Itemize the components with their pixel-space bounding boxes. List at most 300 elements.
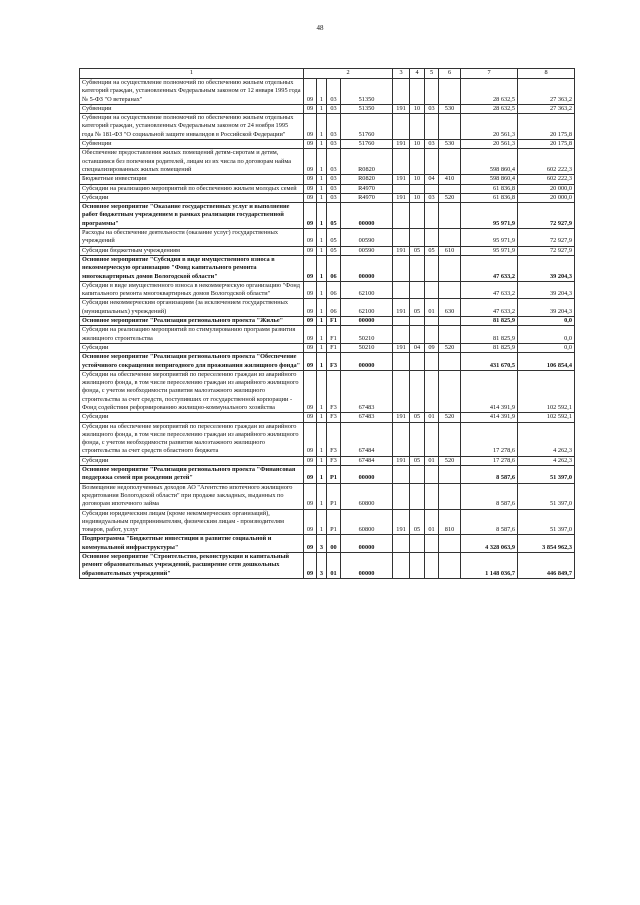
code-subsection: 09 bbox=[425, 343, 439, 352]
amount-year-1: 95 971,9 bbox=[461, 246, 518, 255]
code-expense-type bbox=[439, 203, 461, 229]
header-row bbox=[80, 69, 575, 79]
amount-year-1: 414 391,9 bbox=[461, 413, 518, 422]
amount-year-2: 51 397,0 bbox=[518, 466, 575, 484]
code-expense-type bbox=[439, 466, 461, 484]
code-department: 191 bbox=[393, 175, 410, 184]
code-program: 09 bbox=[304, 509, 317, 535]
code-subsection: 05 bbox=[425, 246, 439, 255]
amount-year-2: 39 204,3 bbox=[518, 299, 575, 317]
amount-year-2: 51 397,0 bbox=[518, 483, 575, 509]
code-program: 09 bbox=[304, 483, 317, 509]
code-department bbox=[393, 281, 410, 299]
code-section bbox=[410, 79, 425, 105]
code-expense-type: 610 bbox=[439, 246, 461, 255]
amount-year-2: 39 204,3 bbox=[518, 281, 575, 299]
code-program: 09 bbox=[304, 229, 317, 247]
amount-year-2: 0,0 bbox=[518, 343, 575, 352]
code-subsection: 01 bbox=[425, 456, 439, 465]
code-subprogram: 1 bbox=[317, 79, 327, 105]
code-section bbox=[410, 203, 425, 229]
code-department: 191 bbox=[393, 140, 410, 149]
amount-year-1: 28 632,5 bbox=[461, 104, 518, 113]
code-event: F3 bbox=[327, 413, 341, 422]
code-program: 09 bbox=[304, 193, 317, 202]
code-section: 10 bbox=[410, 104, 425, 113]
code-subprogram: 1 bbox=[317, 509, 327, 535]
code-subsection bbox=[425, 114, 439, 140]
code-program: 09 bbox=[304, 343, 317, 352]
code-event: 03 bbox=[327, 140, 341, 149]
amount-year-2: 72 927,9 bbox=[518, 229, 575, 247]
code-event: F1 bbox=[327, 343, 341, 352]
header-cell-8: 8 bbox=[518, 69, 575, 79]
amount-year-2: 72 927,9 bbox=[518, 203, 575, 229]
table-row bbox=[80, 175, 575, 184]
code-subsection bbox=[425, 535, 439, 553]
code-program: 09 bbox=[304, 370, 317, 412]
code-subprogram: 1 bbox=[317, 114, 327, 140]
code-subprogram: 1 bbox=[317, 422, 327, 456]
code-subsection: 04 bbox=[425, 175, 439, 184]
code-expense-type: 810 bbox=[439, 509, 461, 535]
table-row bbox=[80, 466, 575, 484]
row-name: Субсидии на реализацию мероприятий по стимулированию программ развития жилищного строительства bbox=[80, 326, 304, 344]
code-subsection bbox=[425, 281, 439, 299]
code-event: 03 bbox=[327, 149, 341, 175]
code-event: F3 bbox=[327, 353, 341, 371]
code-event: P1 bbox=[327, 509, 341, 535]
code-department bbox=[393, 422, 410, 456]
code-event: 01 bbox=[327, 553, 341, 579]
code-event: 05 bbox=[327, 229, 341, 247]
code-event: F3 bbox=[327, 370, 341, 412]
code-department bbox=[393, 79, 410, 105]
code-subsection: 01 bbox=[425, 413, 439, 422]
code-expense-type: 630 bbox=[439, 299, 461, 317]
code-direction: 00590 bbox=[341, 229, 393, 247]
header-cell-5: 5 bbox=[425, 69, 439, 79]
code-subsection: 01 bbox=[425, 299, 439, 317]
table-row bbox=[80, 317, 575, 326]
code-section: 05 bbox=[410, 246, 425, 255]
amount-year-2: 20 000,0 bbox=[518, 184, 575, 193]
code-program: 09 bbox=[304, 466, 317, 484]
code-program: 09 bbox=[304, 553, 317, 579]
code-expense-type: 520 bbox=[439, 343, 461, 352]
code-direction: 67483 bbox=[341, 370, 393, 412]
amount-year-2: 602 222,3 bbox=[518, 175, 575, 184]
row-name: Субсидии некоммерческим организациям (за исключением государственных (муниципальных) учреждений) bbox=[80, 299, 304, 317]
amount-year-1: 95 971,9 bbox=[461, 229, 518, 247]
page-number: 48 bbox=[316, 24, 324, 32]
code-department bbox=[393, 466, 410, 484]
code-expense-type: 530 bbox=[439, 104, 461, 113]
code-section: 05 bbox=[410, 299, 425, 317]
code-section: 10 bbox=[410, 140, 425, 149]
code-expense-type bbox=[439, 483, 461, 509]
amount-year-1: 20 561,3 bbox=[461, 140, 518, 149]
code-program: 09 bbox=[304, 104, 317, 113]
code-subsection bbox=[425, 317, 439, 326]
amount-year-1: 28 632,5 bbox=[461, 79, 518, 105]
table-row bbox=[80, 229, 575, 247]
amount-year-2: 0,0 bbox=[518, 317, 575, 326]
code-subsection: 03 bbox=[425, 140, 439, 149]
code-expense-type bbox=[439, 229, 461, 247]
row-name: Возмещение недополученных доходов АО "Агентство ипотечного жилищного кредитования Вологодской области" при продаже закладных, выданных по договорам ипотечного займа bbox=[80, 483, 304, 509]
code-subsection bbox=[425, 370, 439, 412]
code-program: 09 bbox=[304, 422, 317, 456]
code-program: 09 bbox=[304, 535, 317, 553]
code-subsection bbox=[425, 466, 439, 484]
code-subsection bbox=[425, 353, 439, 371]
code-program: 09 bbox=[304, 281, 317, 299]
code-direction: 50210 bbox=[341, 343, 393, 352]
row-name: Субсидии юридическим лицам (кроме некоммерческих организаций), индивидуальным предпринимателям, физическим лицам - производителям товаров, работ, услуг bbox=[80, 509, 304, 535]
code-subprogram: 1 bbox=[317, 326, 327, 344]
code-direction: 67483 bbox=[341, 413, 393, 422]
amount-year-1: 8 587,6 bbox=[461, 466, 518, 484]
table-row bbox=[80, 370, 575, 412]
amount-year-1: 95 971,9 bbox=[461, 203, 518, 229]
table-row bbox=[80, 553, 575, 579]
code-subprogram: 1 bbox=[317, 229, 327, 247]
code-expense-type bbox=[439, 317, 461, 326]
amount-year-1: 81 825,9 bbox=[461, 326, 518, 344]
code-department bbox=[393, 326, 410, 344]
code-expense-type bbox=[439, 79, 461, 105]
code-event: 03 bbox=[327, 175, 341, 184]
code-subsection bbox=[425, 326, 439, 344]
amount-year-1: 61 836,8 bbox=[461, 184, 518, 193]
code-direction: 00000 bbox=[341, 535, 393, 553]
code-department bbox=[393, 229, 410, 247]
table-row bbox=[80, 456, 575, 465]
amount-year-1: 414 391,9 bbox=[461, 370, 518, 412]
row-name: Субсидии на обеспечение мероприятий по переселению граждан из аварийного жилищного фонда, в том числе переселению граждан из аварийного жилищного фонда, с учетом необходимости развития малоэтажного жилищного строительства за счет средств, поступивших от государственной корпорации - Фонд содействия реформированию жилищно-коммунального хозяйства bbox=[80, 370, 304, 412]
amount-year-1: 17 278,6 bbox=[461, 456, 518, 465]
code-expense-type bbox=[439, 114, 461, 140]
row-name: Субсидии на обеспечение мероприятий по переселению граждан из аварийного жилищного фонда, в том числе переселению граждан из аварийного жилищного фонда, с учетом необходимости развития малоэтажного жилищного строительства за счет средств областного бюджета bbox=[80, 422, 304, 456]
header-cell-4: 4 bbox=[410, 69, 425, 79]
code-event: F3 bbox=[327, 456, 341, 465]
amount-year-2: 106 854,4 bbox=[518, 353, 575, 371]
row-name: Основное мероприятие "Реализация регионального проекта "Обеспечение устойчивого сокращения непригодного для проживания жилищного фонда" bbox=[80, 353, 304, 371]
row-name: Субсидии bbox=[80, 456, 304, 465]
table-row bbox=[80, 149, 575, 175]
table-row bbox=[80, 509, 575, 535]
code-direction: 00000 bbox=[341, 553, 393, 579]
amount-year-2: 3 854 962,3 bbox=[518, 535, 575, 553]
code-section bbox=[410, 229, 425, 247]
code-expense-type bbox=[439, 353, 461, 371]
table-row bbox=[80, 535, 575, 553]
table-row bbox=[80, 255, 575, 281]
code-section bbox=[410, 466, 425, 484]
amount-year-1: 81 825,9 bbox=[461, 317, 518, 326]
code-subprogram: 1 bbox=[317, 255, 327, 281]
code-program: 09 bbox=[304, 326, 317, 344]
code-subprogram: 1 bbox=[317, 353, 327, 371]
code-program: 09 bbox=[304, 203, 317, 229]
code-expense-type: 520 bbox=[439, 193, 461, 202]
amount-year-2: 20 175,8 bbox=[518, 114, 575, 140]
code-expense-type bbox=[439, 553, 461, 579]
code-event: 05 bbox=[327, 203, 341, 229]
table-row bbox=[80, 203, 575, 229]
table-body bbox=[80, 69, 575, 579]
code-event: 06 bbox=[327, 281, 341, 299]
code-subprogram: 1 bbox=[317, 281, 327, 299]
code-subsection bbox=[425, 149, 439, 175]
amount-year-2: 102 592,1 bbox=[518, 413, 575, 422]
code-program: 09 bbox=[304, 114, 317, 140]
code-subsection bbox=[425, 483, 439, 509]
code-event: P1 bbox=[327, 466, 341, 484]
code-direction: 00000 bbox=[341, 203, 393, 229]
code-direction: 51350 bbox=[341, 79, 393, 105]
code-section bbox=[410, 281, 425, 299]
code-program: 09 bbox=[304, 317, 317, 326]
code-direction: 60800 bbox=[341, 509, 393, 535]
table-row bbox=[80, 184, 575, 193]
code-program: 09 bbox=[304, 140, 317, 149]
code-direction: R4970 bbox=[341, 193, 393, 202]
code-section bbox=[410, 422, 425, 456]
code-event: 03 bbox=[327, 79, 341, 105]
amount-year-2: 20 175,8 bbox=[518, 140, 575, 149]
amount-year-2: 102 592,1 bbox=[518, 370, 575, 412]
row-name: Обеспечение предоставления жилых помещений детям-сиротам и детям, оставшимся без попечения родителей, лицам из их числа по договорам найма специализированных жилых помещений bbox=[80, 149, 304, 175]
table-row bbox=[80, 483, 575, 509]
code-expense-type bbox=[439, 255, 461, 281]
code-section bbox=[410, 255, 425, 281]
row-name: Субсидии на реализацию мероприятий по обеспечению жильем молодых семей bbox=[80, 184, 304, 193]
code-program: 09 bbox=[304, 246, 317, 255]
code-expense-type bbox=[439, 535, 461, 553]
row-name: Субвенции bbox=[80, 140, 304, 149]
header-cell-2: 2 bbox=[304, 69, 393, 79]
code-subprogram: 1 bbox=[317, 184, 327, 193]
code-subprogram: 1 bbox=[317, 317, 327, 326]
amount-year-1: 4 328 063,9 bbox=[461, 535, 518, 553]
code-section bbox=[410, 317, 425, 326]
code-event: 00 bbox=[327, 535, 341, 553]
row-name: Основное мероприятие "Реализация регионального проекта "Финансовая поддержка семей при рождении детей" bbox=[80, 466, 304, 484]
code-expense-type: 530 bbox=[439, 140, 461, 149]
code-department bbox=[393, 535, 410, 553]
amount-year-2: 51 397,0 bbox=[518, 509, 575, 535]
code-department: 191 bbox=[393, 193, 410, 202]
header-cell-3: 3 bbox=[393, 69, 410, 79]
code-direction: 62100 bbox=[341, 281, 393, 299]
table-row bbox=[80, 343, 575, 352]
code-subsection bbox=[425, 79, 439, 105]
code-subprogram: 1 bbox=[317, 203, 327, 229]
code-subprogram: 1 bbox=[317, 413, 327, 422]
code-expense-type: 410 bbox=[439, 175, 461, 184]
code-subprogram: 1 bbox=[317, 370, 327, 412]
code-direction: 00590 bbox=[341, 246, 393, 255]
code-section bbox=[410, 149, 425, 175]
table-row bbox=[80, 326, 575, 344]
code-section: 05 bbox=[410, 456, 425, 465]
code-department: 191 bbox=[393, 343, 410, 352]
code-program: 09 bbox=[304, 79, 317, 105]
header-cell-1: 1 bbox=[80, 69, 304, 79]
amount-year-1: 598 860,4 bbox=[461, 149, 518, 175]
row-name: Основное мероприятие "Оказание государственных услуг и выполнение работ бюджетным учреждением в рамках реализации государственной программы" bbox=[80, 203, 304, 229]
amount-year-1: 1 148 036,7 bbox=[461, 553, 518, 579]
code-direction: 62100 bbox=[341, 299, 393, 317]
code-event: 03 bbox=[327, 104, 341, 113]
code-subprogram: 1 bbox=[317, 193, 327, 202]
code-section bbox=[410, 114, 425, 140]
code-direction: R0820 bbox=[341, 175, 393, 184]
code-subprogram: 3 bbox=[317, 553, 327, 579]
code-subprogram: 1 bbox=[317, 246, 327, 255]
code-expense-type bbox=[439, 370, 461, 412]
code-subsection bbox=[425, 229, 439, 247]
code-direction: 51760 bbox=[341, 140, 393, 149]
code-section bbox=[410, 370, 425, 412]
amount-year-1: 8 587,6 bbox=[461, 483, 518, 509]
code-direction: 50210 bbox=[341, 326, 393, 344]
amount-year-1: 61 836,8 bbox=[461, 193, 518, 202]
amount-year-1: 8 587,6 bbox=[461, 509, 518, 535]
code-subsection bbox=[425, 255, 439, 281]
code-department bbox=[393, 114, 410, 140]
table-row bbox=[80, 104, 575, 113]
code-section bbox=[410, 184, 425, 193]
code-section: 10 bbox=[410, 175, 425, 184]
amount-year-1: 47 633,2 bbox=[461, 255, 518, 281]
table-row bbox=[80, 140, 575, 149]
row-name: Расходы на обеспечение деятельности (оказание услуг) государственных учреждений bbox=[80, 229, 304, 247]
amount-year-1: 431 670,5 bbox=[461, 353, 518, 371]
code-subprogram: 1 bbox=[317, 149, 327, 175]
amount-year-2: 27 363,2 bbox=[518, 79, 575, 105]
row-name: Основное мероприятие "Реализация регионального проекта "Жилье" bbox=[80, 317, 304, 326]
table-row bbox=[80, 299, 575, 317]
code-event: F1 bbox=[327, 317, 341, 326]
code-direction: 00000 bbox=[341, 353, 393, 371]
code-event: P1 bbox=[327, 483, 341, 509]
table-row bbox=[80, 79, 575, 105]
code-program: 09 bbox=[304, 456, 317, 465]
table-row bbox=[80, 353, 575, 371]
amount-year-1: 47 633,2 bbox=[461, 299, 518, 317]
row-name: Основное мероприятие "Строительство, реконструкция и капитальный ремонт образовательных учреждений, расширение сети дошкольных образовательных учреждений" bbox=[80, 553, 304, 579]
amount-year-2: 72 927,9 bbox=[518, 246, 575, 255]
code-section: 04 bbox=[410, 343, 425, 352]
code-program: 09 bbox=[304, 255, 317, 281]
code-event: F1 bbox=[327, 326, 341, 344]
code-subprogram: 3 bbox=[317, 535, 327, 553]
code-expense-type: 520 bbox=[439, 413, 461, 422]
table-row bbox=[80, 281, 575, 299]
code-program: 09 bbox=[304, 299, 317, 317]
code-department: 191 bbox=[393, 413, 410, 422]
code-event: 03 bbox=[327, 184, 341, 193]
row-name: Бюджетные инвестиции bbox=[80, 175, 304, 184]
amount-year-2: 20 000,0 bbox=[518, 193, 575, 202]
code-department bbox=[393, 353, 410, 371]
code-event: 05 bbox=[327, 246, 341, 255]
code-event: F3 bbox=[327, 422, 341, 456]
code-department: 191 bbox=[393, 509, 410, 535]
code-section: 05 bbox=[410, 413, 425, 422]
code-subsection bbox=[425, 422, 439, 456]
code-section bbox=[410, 326, 425, 344]
code-subsection: 03 bbox=[425, 193, 439, 202]
code-expense-type bbox=[439, 149, 461, 175]
code-section bbox=[410, 535, 425, 553]
code-section: 05 bbox=[410, 509, 425, 535]
code-subprogram: 1 bbox=[317, 175, 327, 184]
row-name: Субвенции bbox=[80, 104, 304, 113]
code-program: 09 bbox=[304, 175, 317, 184]
code-subsection: 03 bbox=[425, 104, 439, 113]
code-expense-type bbox=[439, 184, 461, 193]
code-direction: 67484 bbox=[341, 422, 393, 456]
amount-year-1: 20 561,3 bbox=[461, 114, 518, 140]
row-name: Субсидии bbox=[80, 343, 304, 352]
amount-year-2: 4 262,3 bbox=[518, 422, 575, 456]
code-direction: 67484 bbox=[341, 456, 393, 465]
amount-year-1: 47 633,2 bbox=[461, 281, 518, 299]
code-expense-type: 520 bbox=[439, 456, 461, 465]
code-section bbox=[410, 553, 425, 579]
amount-year-2: 0,0 bbox=[518, 326, 575, 344]
code-department bbox=[393, 370, 410, 412]
row-name: Подпрограмма "Бюджетные инвестиции в развитие социальной и коммунальной инфраструктуры" bbox=[80, 535, 304, 553]
amount-year-1: 81 825,9 bbox=[461, 343, 518, 352]
amount-year-2: 602 222,3 bbox=[518, 149, 575, 175]
code-department bbox=[393, 553, 410, 579]
code-subsection bbox=[425, 203, 439, 229]
code-department bbox=[393, 483, 410, 509]
code-subprogram: 1 bbox=[317, 483, 327, 509]
amount-year-2: 4 262,3 bbox=[518, 456, 575, 465]
code-subprogram: 1 bbox=[317, 466, 327, 484]
code-subprogram: 1 bbox=[317, 343, 327, 352]
amount-year-1: 598 860,4 bbox=[461, 175, 518, 184]
code-event: 06 bbox=[327, 255, 341, 281]
code-direction: 00000 bbox=[341, 255, 393, 281]
code-program: 09 bbox=[304, 353, 317, 371]
code-subprogram: 1 bbox=[317, 456, 327, 465]
code-event: 06 bbox=[327, 299, 341, 317]
code-section: 10 bbox=[410, 193, 425, 202]
code-subsection bbox=[425, 184, 439, 193]
code-direction: R0820 bbox=[341, 149, 393, 175]
code-subprogram: 1 bbox=[317, 299, 327, 317]
code-subsection: 01 bbox=[425, 509, 439, 535]
row-name: Субвенции на осуществление полномочий по обеспечению жильем отдельных категорий граждан, установленных Федеральным законом от 24 ноября 1995 года № 181-ФЗ "О социальной защите инвалидов в Российской Федерации" bbox=[80, 114, 304, 140]
code-subsection bbox=[425, 553, 439, 579]
code-department bbox=[393, 149, 410, 175]
row-name: Субвенции на осуществление полномочий по обеспечению жильем отдельных категорий граждан, установленных Федеральным законом от 12 января 1995 года № 5-ФЗ "О ветеранах" bbox=[80, 79, 304, 105]
header-cell-6: 6 bbox=[439, 69, 461, 79]
row-name: Субсидии bbox=[80, 193, 304, 202]
code-department: 191 bbox=[393, 104, 410, 113]
code-subprogram: 1 bbox=[317, 140, 327, 149]
amount-year-2: 27 363,2 bbox=[518, 104, 575, 113]
table-row bbox=[80, 246, 575, 255]
table-row bbox=[80, 413, 575, 422]
